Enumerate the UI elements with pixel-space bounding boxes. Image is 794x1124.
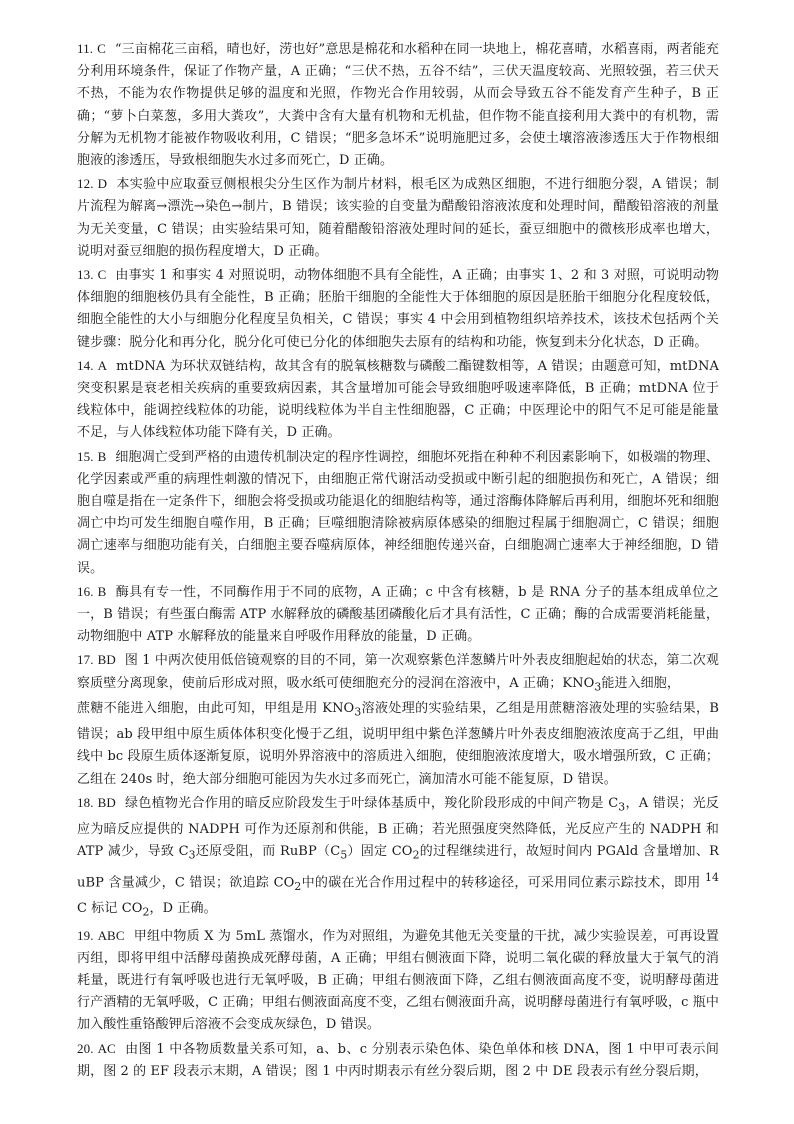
subscript: 5 (340, 848, 348, 862)
explanation-text: 中的碳在光合作用过程中的转移途径，可采用同位素示踪技术，即用 (301, 875, 706, 891)
answer-key: A (97, 357, 108, 373)
explanation-text: 酶具有专一性，不同酶作用于不同的底物，A 正确；c 中含有核糖，b 是 RNA 分子的基本组成单位之一，B 错误；有些蛋白酶需 ATP 水解释放的磷酸基团磷酸化后才具有活性，C 正确；酶的合成需要消耗能量，动物细胞中 ATP 水解释放的能量来自呼吸作用释放的能量，D 正确。 (77, 584, 719, 645)
question-number: 19. (77, 927, 94, 943)
explanation-text: 由图 1 中各物质数量关系可知，a、b、c 分别表示染色体、染色单体和核 DNA，图 1 中甲可表示间期，图 2 的 EF 段表示末期，A 错误；图 1 中丙时期表示有丝分裂后期，图 2 中 DE 段表示有丝分裂后期， (77, 1041, 719, 1079)
answer-item (77, 925, 719, 1037)
answer-item (77, 355, 719, 445)
subscript: 2 (142, 905, 150, 919)
explanation-text: 溶液处理的实验结果，乙组是用蔗糖溶液处理的实验结果，B 错误；ab 段甲组中原生质体体积变化慢于乙组，说明甲组中紫色洋葱鳞片叶外表皮细胞液浓度高于乙组，甲曲线中 bc 段原生质体逐渐复原，说明外界溶液中的溶质进入细胞，使细胞液浓度增大，吸水增强所致，C 正确；乙组在 240s 时，绝大部分细胞可能因为失水过多而死亡，滴加清水可能不能复原，D 错误。 (77, 701, 719, 787)
explanation-text: 还原受阻，而 RuBP（C (195, 843, 341, 859)
answer-item (77, 264, 719, 354)
explanation-text: ）固定 CO (347, 843, 413, 859)
explanation-text: 图 1 中两次使用低倍镜观察的目的不同，第一次观察紫色洋葱鳞片叶外表皮细胞起始的状态，第二次观察质壁分离现象，使前后形成对照，吸水纸可使细胞充分的浸润在溶液中，A 正确；KNO (77, 653, 719, 691)
question-number: 18. (77, 794, 94, 810)
subscript: 3 (618, 800, 626, 814)
question-number: 20. (77, 1040, 94, 1056)
answer-key: ABC (97, 927, 125, 943)
explanation-text: 蔗糖不能进入细胞，由此可知，甲组是用 KNO (77, 701, 355, 717)
answer-item (77, 1038, 719, 1083)
answer-item (77, 649, 719, 790)
explanation-text: “三亩棉花三亩稻，晴也好，涝也好”意思是棉花和水稻种在同一块地上，棉花喜晴，水稻喜雨，两者能充分利用环境条件，保证了作物产量，A 正确；“三伏不热，五谷不结”，三伏天温度较高、光照较强，若三伏天不热，不能为农作物提供足够的温度和光照，作物光合作用较弱，从而会导致五谷不能发育产生种子，B 正确；“萝卜白菜葱，多用大粪攻”，大粪中含有大量有机物和无机盐，但作物不能直接利用大粪中的有机物，需分解为无机物才能被作物吸收利用，C 错误；“肥多急坏禾”说明施肥过多，会使土壤溶液渗透压大于作物根细胞液的渗透压，导致根细胞失水过多而死亡，D 正确。 (77, 42, 719, 169)
explanation-text: mtDNA 为环状双链结构，故其含有的脱氧核糖数与磷酸二酯键数相等，A 错误；由题意可知，mtDNA 突变积累是衰老相关疾病的重要致病因素，其含量增加可能会导致细胞呼吸速率降低，B 正确；mtDNA 位于线粒体中，能调控线粒体的功能，说明线粒体为半自主性细胞器，C 正确；中医理论中的阳气不足可能是能量不足，与人体线粒体功能下降有关，D 正确。 (77, 358, 719, 441)
answer-key: B (97, 448, 107, 464)
explanation-text: 本实验中应取蚕豆侧根根尖分生区作为制片材料，根毛区为成熟区细胞，不进行细胞分裂，A 错误；制片流程为解离→漂洗→染色→制片，B 错误；该实验的自变量为醋酸铅溶液浓度和处理时间，醋酸铅溶液的剂量为无关变量，C 错误；由实验结果可知，随着醋酸铅溶液处理时间的延长，蚕豆细胞中的微核形成率也增大，说明对蚕豆细胞的损伤程度增大，D 正确。 (77, 177, 719, 259)
subscript: 2 (294, 879, 302, 893)
explanation-text: ，D 正确。 (149, 900, 217, 916)
question-number: 14. (77, 357, 94, 373)
explanation-text: C 标记 CO (77, 900, 143, 916)
explanation-text: 绿色植物光合作用的暗反应阶段发生于叶绿体基质中，羧化阶段形成的中间产物是 C (124, 795, 619, 811)
answer-key: C (97, 267, 107, 283)
explanation-text: 能进入细胞， (601, 675, 680, 691)
question-number: 16. (77, 583, 94, 599)
answer-item (77, 792, 719, 924)
answer-item (77, 446, 719, 580)
superscript: 14 (705, 870, 720, 884)
subscript: 3 (188, 848, 196, 862)
answer-item (77, 581, 719, 649)
answer-key: D (97, 176, 108, 192)
answer-item (77, 173, 719, 263)
question-number: 12. (77, 176, 94, 192)
explanation-text: 甲组中物质 X 为 5mL 蒸馏水，作为对照组，为避免其他无关变量的干扰，减少实验误差，可再设置丙组，即将甲组中活酵母菌换成死酵母菌，A 正确；甲组右侧液面下降，说明二氧化碳的释放量大于氧气的消耗量，既进行有氧呼吸也进行无氧呼吸，B 正确；甲组右侧液面下降，乙组右侧液面高度不变，说明酵母菌进行产酒精的无氧呼吸，C 正确；甲组右侧液面高度不变，乙组右侧液面升高，说明酵母菌进行有氧呼吸，c 瓶中加入酸性重铬酸钾后溶液不会变成灰绿色，D 错误。 (77, 928, 719, 1033)
question-number: 11. (77, 41, 94, 56)
question-number: 15. (77, 448, 94, 464)
explanation-text: 由事实 1 和事实 4 对照说明，动物体细胞不具有全能性，A 正确；由事实 1、2 和 3 对照，可说明动物体细胞的细胞核仍具有全能性，B 正确；胚胎干细胞的全能性大于体细胞的原因是胚胎干细胞分化程度较低，细胞全能性的大小与细胞分化程度呈负相关，C 错误；事实 4 中会用到植物组织培养技术，该技术包括两个关键步骤：脱分化和再分化，脱分化可使已分化的体细胞失去原有的结构和功能，恢复到未分化状态，D 正确。 (77, 268, 719, 350)
answer-key: B (97, 583, 107, 599)
explanation-text: ，A 错误；光反应为暗反应提供的 NADPH 可作为还原剂和供能，B 正确；若光照强度突然降低，光反应产生的 NADPH 和 ATP 减少，导致 C (77, 795, 719, 859)
subscript: 3 (594, 680, 602, 694)
subscript: 2 (412, 848, 420, 862)
answer-key: BD (97, 794, 116, 810)
explanation-text: 的过程继续进行，故短时间内 PGAld 含量增加、RuBP 含量减少，C 错误；欲追踪 CO (77, 843, 719, 891)
answer-key: BD (97, 652, 116, 668)
answer-item (77, 38, 719, 172)
question-number: 13. (77, 267, 94, 283)
question-number: 17. (77, 652, 94, 668)
answer-key: C (97, 41, 106, 56)
subscript: 3 (354, 706, 362, 720)
explanation-text: 细胞凋亡受到严格的由遗传机制决定的程序性调控，细胞坏死指在种种不利因素影响下，如极端的物理、化学因素或严重的病理性刺激的情况下，由细胞正常代谢活动受损或中断引起的细胞损伤和死亡，A 错误；细胞自噬是指在一定条件下，细胞会将受损或功能退化的细胞结构等，通过溶酶体降解后再利用，细胞坏死和细胞凋亡中均可发生细胞自噬作用，B 正确；巨噬细胞清除被病原体感染的细胞过程属于细胞凋亡，C 错误；细胞凋亡速率与细胞功能有关，白细胞主要吞噬病原体，神经细胞传递兴奋，白细胞凋亡速率大于神经细胞，D 错误。 (77, 449, 719, 576)
answer-explanations (77, 38, 719, 1084)
answer-key: AC (97, 1040, 116, 1056)
